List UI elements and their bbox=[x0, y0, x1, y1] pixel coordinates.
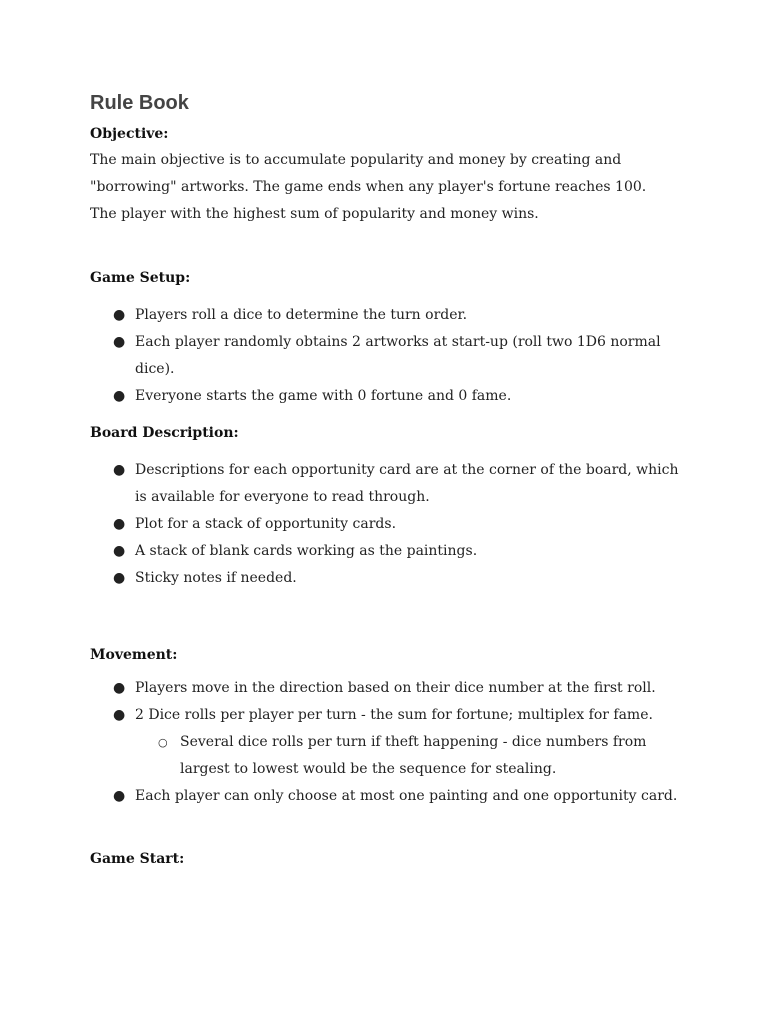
board-list bbox=[0, 457, 685, 592]
sub-list-item bbox=[0, 729, 685, 783]
list-item-text: Sticky notes if needed. bbox=[135, 570, 297, 586]
start-heading: Game Start: bbox=[90, 851, 185, 867]
setup-list bbox=[0, 302, 685, 410]
list-item-text: Each player randomly obtains 2 artworks at start-up (roll two 1D6 normal dice). bbox=[135, 334, 661, 377]
page-title: Rule Book bbox=[90, 92, 189, 114]
bullet-icon: ● bbox=[113, 462, 126, 478]
objective-heading: Objective: bbox=[90, 126, 169, 142]
list-item-text: Each player can only choose at most one painting and one opportunity card. bbox=[135, 788, 678, 804]
list-item-text: Plot for a stack of opportunity cards. bbox=[135, 516, 397, 532]
movement-heading: Movement: bbox=[90, 647, 178, 663]
bullet-icon: ● bbox=[113, 680, 126, 696]
bullet-icon: ● bbox=[113, 543, 126, 559]
list-item-text: 2 Dice rolls per player per turn - the sum for fortune; multiplex for fame. bbox=[135, 707, 653, 723]
objective-text: The main objective is to accumulate popularity and money by creating and "borrowing" artworks. The game ends when any player's fortune reaches 100. The player with the highest sum of popularity and money wins. bbox=[90, 152, 647, 222]
bullet-icon: ● bbox=[113, 570, 126, 586]
hollow-bullet-icon: ○ bbox=[158, 736, 168, 749]
list-item-text: A stack of blank cards working as the paintings. bbox=[135, 543, 478, 559]
bullet-icon: ● bbox=[113, 788, 126, 804]
movement-list bbox=[0, 675, 685, 810]
list-item bbox=[0, 457, 685, 511]
list-item-text: Everyone starts the game with 0 fortune and 0 fame. bbox=[135, 388, 512, 404]
list-item bbox=[0, 302, 685, 329]
bullet-icon: ● bbox=[113, 516, 126, 532]
list-item bbox=[0, 538, 685, 565]
bullet-icon: ● bbox=[113, 307, 126, 323]
list-item-text: Players roll a dice to determine the turn order. bbox=[135, 307, 468, 323]
list-item bbox=[0, 783, 685, 810]
list-item-text: Descriptions for each opportunity card are at the corner of the board, which is available for everyone to read through. bbox=[135, 462, 679, 505]
board-heading: Board Description: bbox=[90, 425, 239, 441]
list-item bbox=[0, 675, 685, 702]
list-item-text: Players move in the direction based on their dice number at the first roll. bbox=[135, 680, 656, 696]
list-item-text: Several dice rolls per turn if theft happening - dice numbers from largest to lowest would be the sequence for stealing. bbox=[180, 734, 647, 777]
bullet-icon: ● bbox=[113, 388, 126, 404]
bullet-icon: ● bbox=[113, 707, 126, 723]
setup-heading: Game Setup: bbox=[90, 270, 191, 286]
list-item bbox=[0, 702, 685, 729]
bullet-icon: ● bbox=[113, 334, 126, 350]
list-item bbox=[0, 565, 685, 592]
list-item bbox=[0, 329, 685, 383]
list-item bbox=[0, 383, 685, 410]
list-item bbox=[0, 511, 685, 538]
